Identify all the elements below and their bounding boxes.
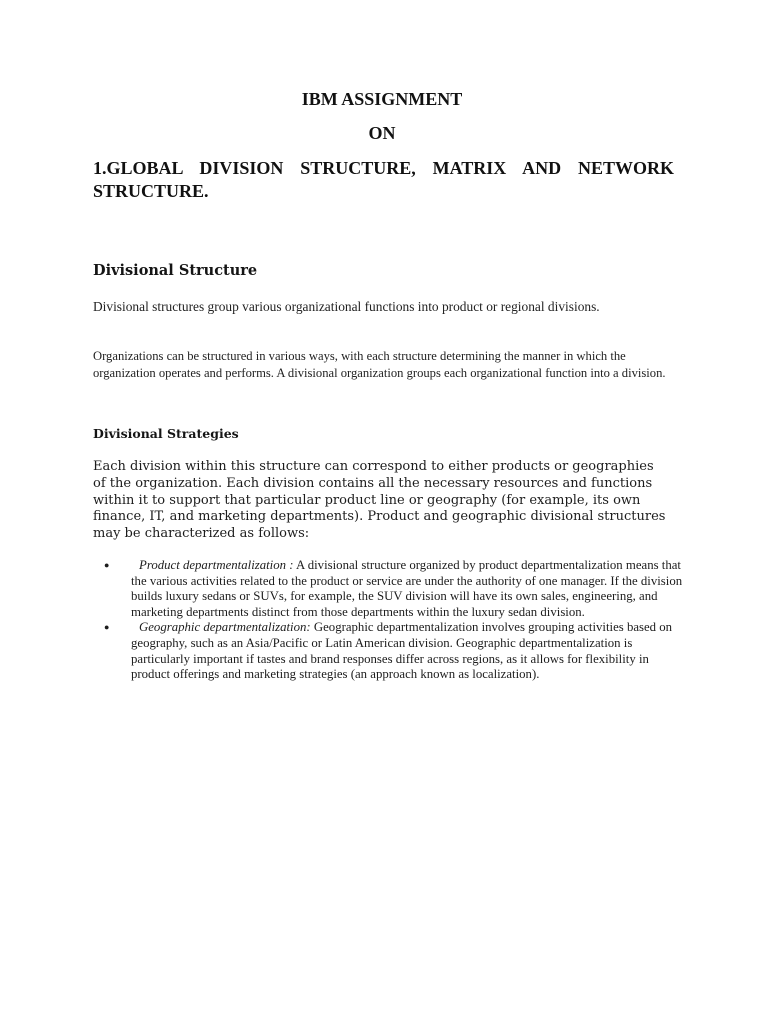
bullet-icon: ● [104,622,110,633]
paragraph-strategies: Each division within this structure can correspond to either products or geographies of the organization. Each division contains all the necessary resources and functions within it to support that particular product line or geography (for example, its own finance, IT, and marketing departments). Product and geographic divisional structures may be characterized as follows: [93,459,666,542]
main-heading: 1.GLOBAL DIVISION STRUCTURE, MATRIX AND NETWORK STRUCTURE. [93,158,674,201]
bullet-term: Geographic departmentalization: [139,620,311,635]
section-heading-divisional-strategies: Divisional Strategies [93,426,239,441]
section-heading-divisional-structure: Divisional Structure [93,262,258,279]
bullet-text: A divisional structure organized by product departmentalization means that the various activities related to the product or service are under the authority of one manager. If the division builds luxury sedans or SUVs, for example, the SUV division will have its own sales, engineering, and marketing departments distinct from those departments within the luxury sedan division. [131,558,683,619]
bullet-icon: ● [104,560,110,570]
list-item [104,558,686,620]
bullet-list [104,558,686,683]
document-title: IBM ASSIGNMENT [301,89,463,109]
paragraph-intro: Divisional structures group various organizational functions into product or regional divisions. [93,299,600,314]
list-item [104,620,686,682]
paragraph-organizations: Organizations can be structured in various ways, with each structure determining the manner in which the organization operates and performs. A divisional organization groups each organizational function into a division. [93,349,666,380]
bullet-term: Product departmentalization : [139,558,294,572]
document-title-on: ON [368,123,396,143]
bullet-text: Geographic departmentalization involves grouping activities based on geography, such as an Asia/Pacific or Latin American division. Geographic departmentalization is particularly important if tastes and brand responses differ across regions, as it allows for flexibility in product offerings and marketing strategies (an approach known as localization). [131,620,673,682]
